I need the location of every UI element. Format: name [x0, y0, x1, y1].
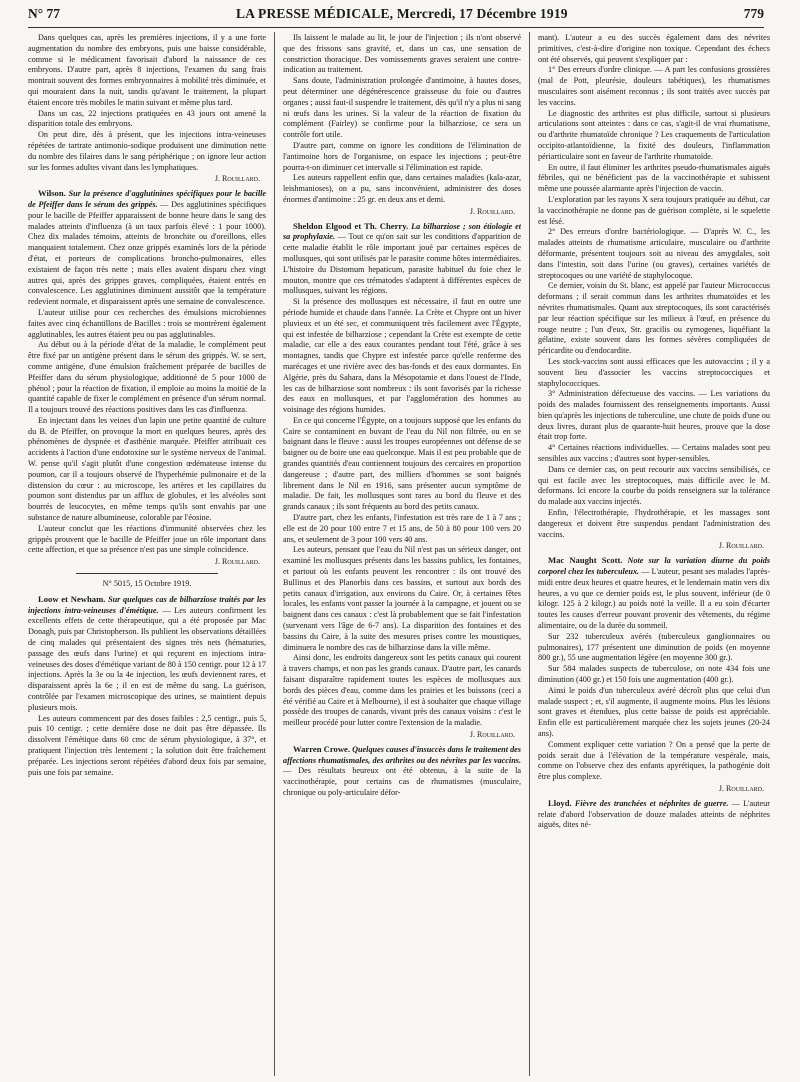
article-text: — L'auteur relate d'abord l'observation de douze malades atteints de néphrites aiguës, dites né-: [538, 798, 770, 830]
paragraph: Les auteurs, pensant que l'eau du Nil n'est pas un sérieux danger, ont examiné les mollusques présents dans les bassins publics, les fontaines, et partout où les enfants peuvent les rencontrer : ils ont trouvé des Bullinus et des Planorbis dans ces bassins, et surtout aux bords des petits canaux d'irrigation, aux environs du Caire. Or, à certaines fêtes locales, les enfants vont passer la journée à la campagne, et jouent ou se baignent dans ces canaux : c'est là probablement que se fait l'infestation (survenant vers l'âge de 6-7 ans). La disparition des fontaines et des bassins du Caire, à la suite des mesures prises contre les moustiques, diminuera le nombre des cas de bilharziose dans la ville même.: [283, 545, 521, 652]
paragraph: Si la présence des mollusques est nécessaire, il faut en outre une période humide et chaude dans l'année. La Crète et Chypre ont un hiver pluvieux et un été sec, et communiquent très facilement avec l'Égypte, qui est infestée de bilharziose ; cependant la Crète est exempte de cette maladie, car elle a des eaux courantes pendant tout l'été, grâce à ses montagnes, tandis que Chypre est infestée parce qu'elle renferme des marécages et une rivière avec des bas-fonds et des eaux dormantes. En Algérie, près du Sahara, dans la Mésopotamie et dans l'ouest de l'Inde, les cas de bilharziose sont nombreux : ils sont favorisés par la richesse des eaux en mollusques, et par l'agglomération des hommes au voisinage des régions humides.: [283, 297, 521, 415]
paragraph: Ils laissent le malade au lit, le jour de l'injection ; ils n'ont observé que des frissons sans gravité, et, dans un cas, une sensation de constriction thoracique. Des vomissements graves seraient une contre-indication au traitement.: [283, 33, 521, 75]
page-number: 779: [743, 6, 764, 21]
author-signature: J. Rouillard.: [718, 783, 764, 793]
paragraph: Sur 584 malades suspects de tuberculose, on note 434 fois une diminution (400 gr.) et 150 fois une augmentation (400 gr.).: [538, 664, 770, 685]
paragraph: Le diagnostic des arthrites est plus difficile, surtout si plusieurs articulations sont atteintes : dans ce cas, s'agit-il de vrai rhumatisme, ou d'arthrite rhumatoïde chronique ? Les craquements de l'articulation occipito-atlantoïdienne, la fixité des douleurs, l'inflammation périarticulaire sont en faveur de l'arthrite rhumatoïde.: [538, 108, 770, 161]
paragraph: En ce qui concerne l'Égypte, on a toujours supposé que les enfants du Caire se contaminent en buvant de l'eau du Nil non filtrée, ou en se baignant dans le fleuve : aussi les troupes européennes ont défense de se baigner ou de boire une eau quelconque. Mais il est peu probable que de grandes quantités d'eau contiennent toujours des cercaires en proportion dangereuse ; d'autre part, des milliers d'hommes se sont baignés librement dans le Nil en 1916, sans présenter aucun symptôme de maladie. De fait, les mollusques sont rares au bord du fleuve et des grands canaux ; ils sont fréquents au bord des petits canaux.: [283, 415, 521, 512]
paragraph: L'auteur conclut que les réactions d'immunité observées chez les grippés prouvent que le bacille de Pfeiffer joue un rôle important dans cette affection, et que sa présence n'est pas une simple coïncidence.: [28, 523, 266, 555]
paragraph: Dans ce dernier cas, on peut recourir aux vaccins sensibilisés, ce qui est facile avec les streptocoques, mais difficile avec le M. deformans. Ici encore la courbe du poids renseignera sur la tolérance du malade aux vaccins injectés.: [538, 464, 770, 507]
paragraph: Les stock-vaccins sont aussi efficaces que les autovaccins ; il y a souvent lieu d'associer les vaccins streptococciques et staphylococciques.: [538, 356, 770, 388]
article-title: Quelques causes d'insuccès dans le traitement des affections rhumatismales, des arthrites ou des névrites par les vaccins.: [283, 744, 521, 765]
issue-number: N° 77: [28, 6, 61, 21]
article-title: Note sur la variation diurne du poids corporel chez les tuberculeux.: [538, 556, 770, 577]
article-author: Warren Crowe.: [293, 743, 350, 754]
article-warren: [283, 744, 521, 799]
paragraph: Les auteurs commencent par des doses faibles : 2,5 centigr., puis 5, puis 10 centigr. ; cette dernière dose ne doit pas être dépassée. Ils dissolvent l'émétique dans 60 cmc de sérum physiologique, à 37°, et pratiquent l'injection très lentement ; la solution doit être fraîchement préparée. Les injections seront répétées d'abord deux fois par semaine, puis une fois par semaine.: [28, 713, 266, 777]
column-divider: [274, 32, 275, 1076]
paragraph: D'autre part, chez les enfants, l'infestation est très rare de 1 à 7 ans ; elle est de 20 pour 100 entre 7 et 15 ans, de 50 à 80 pour 100 vers 20 ans, et seulement de 3 pour 100 vers 40 ans.: [283, 513, 521, 544]
article-text: — Les auteurs confirment les excellents effets de cette thérapeutique, qui a été proposée par Mac Donagh, puis par Christopherson. Ils publient les observations détaillées de cinq malades qui présentaient des signes très nets (hématuries, passage des œufs dans l'urine) et qui reçurent en injections intra-veineuses des doses d'émétique variant de 80 à 150 centigr. pour 12 à 17 injections. Après la 3e ou la 4e injection, les œufs deviennent rares, et disparaissent après la 6e ; il en est de même du sang. La guérison, contrôlée par l'examen microscopique des urines, se maintient depuis plusieurs mois.: [28, 605, 266, 712]
author-signature: J. Rouillard.: [469, 206, 515, 216]
article-lead: [283, 221, 521, 298]
paragraph: 1° Des erreurs d'ordre clinique. — A part les confusions grossières (mal de Pott, pleurésie, douleurs tabétiques), les rhumatismes musculaires sont aisément reconnus ; ils sont traités avec succès par les vaccins.: [538, 65, 770, 107]
article-title: Sur quelques cas de bilharziose traités par les injections intra-veineuses d'émétique.: [28, 594, 266, 615]
article-title: Fièvre des tranchées et néphrites de guerre.: [574, 798, 729, 808]
paragraph: Ainsi le poids d'un tuberculeux avéré décroît plus que celui d'un malade suspect ; et, s'il augmente, il augmente moins. Plus les lésions sont graves et étendues, plus cette baisse de poids est appréciable. Enfin elle est particulièrement marquée chez les sujets jeunes (20-24 ans).: [538, 685, 770, 738]
article-lead: [538, 798, 770, 831]
paragraph: Sur 232 tuberculeux avérés (tuberculeux ganglionnaires ou pulmonaires), 177 présentent une diminution de poids (en moyenne 800 gr.), 55 une augmentation légère (en moyenne 300 gr.).: [538, 631, 770, 663]
article-author: Loow et Newham.: [38, 593, 106, 604]
paragraph: Sans doute, l'administration prolongée d'antimoine, à hautes doses, peut déterminer une dégénérescence graisseuse du foie ou d'autres organes ; aussi faut-il suspendre le traitement, dès qu'il n'y a plus ni sang ni œufs dans les urines. Si la valeur de la réaction de fixation du complément (Fairley) se confirme pour la bilharziose, ce sera un contrôle fort utile.: [283, 76, 521, 140]
article-lead: [28, 188, 266, 308]
article-author: Mac Naught Scott.: [548, 555, 623, 566]
paragraph: Ainsi donc, les endroits dangereux sont les petits canaux qui courent à travers champs, et non pas les grands canaux. D'autre part, les canards faisant disparaître rapidement toutes les espèces de mollusques aux bords des pièces d'eau, comme dans les prairies et les buissons (ceci a été vérifié au Caire et à Melbourne), il est à souhaiter que chaque village possède des troupes de canards, vivant près des canaux voisins : c'est le meilleur procédé pour lutter contre l'extension de la maladie.: [283, 653, 521, 728]
article-lloyd: [538, 798, 770, 831]
article-wilson: [28, 188, 266, 568]
column-middle: [283, 33, 521, 1075]
page-header: [28, 6, 764, 26]
author-signature: J. Rouillard.: [214, 557, 260, 567]
author-signature: J. Rouillard.: [718, 541, 764, 551]
journal-title: LA PRESSE MÉDICALE, Mercredi, 17 Décembre 1919: [236, 6, 568, 21]
author-signature: J. Rouillard.: [469, 730, 515, 739]
article-author: Sheldon Elgood et Th. Cherry.: [293, 220, 409, 231]
paragraph: Les auteurs rappellent enfin que, dans certaines maladies (kala-azar, leishmanioses), on a pu, sans inconvénient, administrer des doses énormes d'antimoine : 25 gr. en deux ans et demi.: [283, 173, 521, 204]
paragraph: mant). L'auteur a eu des succès également dans des névrites primitives, c'est-à-dire d'origine non toxique. Cependant des échecs ont été observés, qui peuvent s'expliquer par :: [538, 33, 770, 64]
article-author: Wilson.: [38, 188, 66, 199]
article-lead: [28, 594, 266, 714]
article-author: Lloyd.: [548, 797, 572, 808]
paragraph: 4° Certaines réactions individuelles. — Certains malades sont peu sensibles aux vaccins ; d'autres sont hyper-sensibles.: [538, 443, 770, 464]
article-title: Sur la présence d'agglutinines spécifiques pour le bacille de Pfeiffer dans le sérum des grippés.: [28, 189, 266, 209]
article-lead: [538, 555, 770, 632]
paragraph: D'autre part, comme on ignore les conditions de l'élimination de l'antimoine hors de l'organisme, on espace les injections ; peut-être pourra-t-on diminuer cet intervalle si l'élimination est rapide.: [283, 140, 521, 172]
paragraph: Comment expliquer cette variation ? On a pensé que la perte de poids serait due à l'élévation de la température vespérale, mais, comme on l'observe chez des enfants apyrétiques, la pathogénie doit être plus complexe.: [538, 739, 770, 782]
section-rule: [76, 573, 219, 574]
paragraph: L'exploration par les rayons X sera toujours pratiquée au début, car la vaccinothérapie ne donne pas de guérison complète, si le squelette est lésé.: [538, 194, 770, 226]
paragraph: Ce dernier, voisin du St. blanc, est appelé par l'auteur Micrococcus deformans ; il serait commun dans les arthrites rhumatoïdes et les névrites rhumatismales. Quant aux streptocoques, ils sont caractérisés par leur réaction spécifique sur les milieux à l'œuf, en présence du rouge neutre ; l'un d'eux, Str. gracilis ou zymogenes, liquéfiant la gélatine, existe souvent dans les formes sévères compliquées de péricardite ou d'endocardite.: [538, 281, 770, 356]
column-left: [28, 33, 266, 1075]
paragraph: L'auteur utilise pour ces recherches des émulsions microbiennes faites avec cinq échantillons de Bacilles : trois se montrèrent également agglutinables, les autres étaient peu ou pas agglutinables.: [28, 307, 266, 339]
article-sheldon: [283, 221, 521, 741]
issue-date: N° 5015, 15 Octobre 1919.: [102, 579, 192, 589]
column-right: [538, 33, 770, 1075]
paragraph: En injectant dans les veines d'un lapin une petite quantité de culture du B. de Pfeiffer, on provoque la mort en quelques heures, après des phénomènes de dyspnée et d'asthénie marquée. Pfeiffer attribuait ces accidents à l'action d'une endotoxine sur le système nerveux de l'animal. W. pense qu'il s'agit plutôt d'une congestion œdémateuse intense du poumon, car il a toujours observé de l'hyperhémie pulmonaire et de la distension du cœur : au microscope, les artères et les capillaires du poumon sont distendus par un afflux de globules, et les alvéoles sont bourrés de leucocytes, en même temps qu'ils sont envahis par une substance de nature albumineuse, colorable par l'éosine.: [28, 415, 266, 523]
paragraph: Au début ou à la période d'état de la maladie, le complément peut être fixé par un antigène présent dans le sérum des grippés. W. se sert, comme antigène, d'une émulsion fraîchement préparée de bacilles de Pfeiffer dans du sérum physiologique, additionné de 5 pour 1000 de phénol ; pour la réaction de fixation, il emploie au moins la moitié de la quantité capable de fixer le complément en présence d'un sérum normal. Il a toujours trouvé des réactions positives dans les cas d'influenza.: [28, 340, 266, 415]
article-text: — L'auteur, pesant ses malades l'après-midi entre deux heures et quatre heures, et le lendemain matin vers dix heures, a vu que ce dernier poids est, le plus souvent, inférieur (de 0 kilogr. 125 à 2 kilogr.) au poids noté la veille. Il a eu soin d'écarter toutes les causes d'erreur pouvant provenir des vêtements, du régime alimentaire, ou de la durée du sommeil.: [538, 567, 770, 631]
article-mac-naught-scott: [538, 555, 770, 795]
paragraph: 2° Des erreurs d'ordre bactériologique. — D'après W. C., les malades atteints de rhumatisme articulaire, musculaire ou d'arthrite déformante, présentent toujours soit au niveau des amygdales, soit dans l'intestin, soit dans l'urine (ou graves), certaines variétés de streptocoques ou une variété de staphylocoque.: [538, 227, 770, 280]
article-text: — Des résultats heureux ont été obtenus, à la suite de la vaccinothérapie, pour certains cas de rhumatismes (musculaire, chronique ou poly-articulaire défor-: [283, 766, 521, 797]
header-rule: [28, 27, 764, 28]
paragraph: En outre, il faut éliminer les arthrites pseudo-rhumatismales aiguës fébriles, qui ne bénéficient pas de la vaccinothérapie et subissent même une poussée alarmante après l'injection de vaccin.: [538, 162, 770, 194]
paragraph: Enfin, l'électrothérapie, l'hydrothérapie, et les massages sont dangereux et doivent être suspendus pendant l'administration des vaccins.: [538, 508, 770, 539]
paragraph: On peut dire, dès à présent, que les injections intra-veineuses répétées de tartrate antimonio-sodique produisent une diminution nette du nombre des filaires dans le sang périphérique ; on ignore leur action sur les formes adultes vivant dans les lymphatiques.: [28, 130, 266, 172]
column-divider: [529, 32, 530, 1076]
author-signature: J. Rouillard.: [214, 174, 260, 184]
paragraph: Dans un cas, 22 injections pratiquées en 43 jours ont amené la disparition totale des embryons.: [28, 108, 266, 129]
article-title: La bilharziose ; son étiologie et sa prophylaxie.: [283, 221, 521, 242]
article-text: — Des agglutinines spécifiques pour le bacille de Pfeiffer apparaissent de bonne heure dans le sang des malades atteints d'influenza (à un taux parfois élevé : 1 pour 1000). Chez dix malades témoins, atteints de bronchite ou d'oreillons, elles manquaient totalement. Chez onze grippés examinés lors de la période d'état, et porteurs de complications broncho-pulmonaires, elles existaient de façon très nette ; mais elles avaient disparu chez vingt autres qui, après des grippes graves, compliquées, étaient entrés en convalescence. Les agglutinines diminuent aussitôt que la température redevient normale, et disparaissent après une semaine de convalescence.: [28, 199, 266, 307]
paragraph: Dans quelques cas, après les premières injections, il y a une forte augmentation du nombre des embryons, puis une baisse considérable, comme si le médicament favorisait d'abord la naissance de ces embryons. D'autre part, après 8 injections, l'examen du sang frais montrait souvent des formes embryonnaires à mobilité très diminuée, et qui mouraient dans la nuit, tandis qu'avant le traitement, la plupart étaient encore très mobiles le matin suivant et même plus tard.: [28, 33, 266, 107]
article-loow: [28, 594, 266, 779]
paragraph: 3° Administration défectueuse des vaccins. — Les variations du poids des malades fournissent des renseignements importants. Aussi bien qu'après les injections de tuberculine, une chute de poids d'une ou deux livres, durant plus de quarante-huit heures, prouve que la dose était trop forte.: [538, 389, 770, 442]
article-lead: [283, 744, 521, 799]
article-text: — Tout ce qu'on sait sur les conditions d'apparition de cette maladie établit le rôle important joué par certaines espèces de mollusques, qui sont utilisés par le parasite comme hôtes intermédiaires. L'histoire du Distomum hepaticum, parasite habituel du foie chez le mouton, montre que ces trématodes s'adaptent à différentes espèces de mollusques, suivant les régions.: [283, 232, 521, 296]
